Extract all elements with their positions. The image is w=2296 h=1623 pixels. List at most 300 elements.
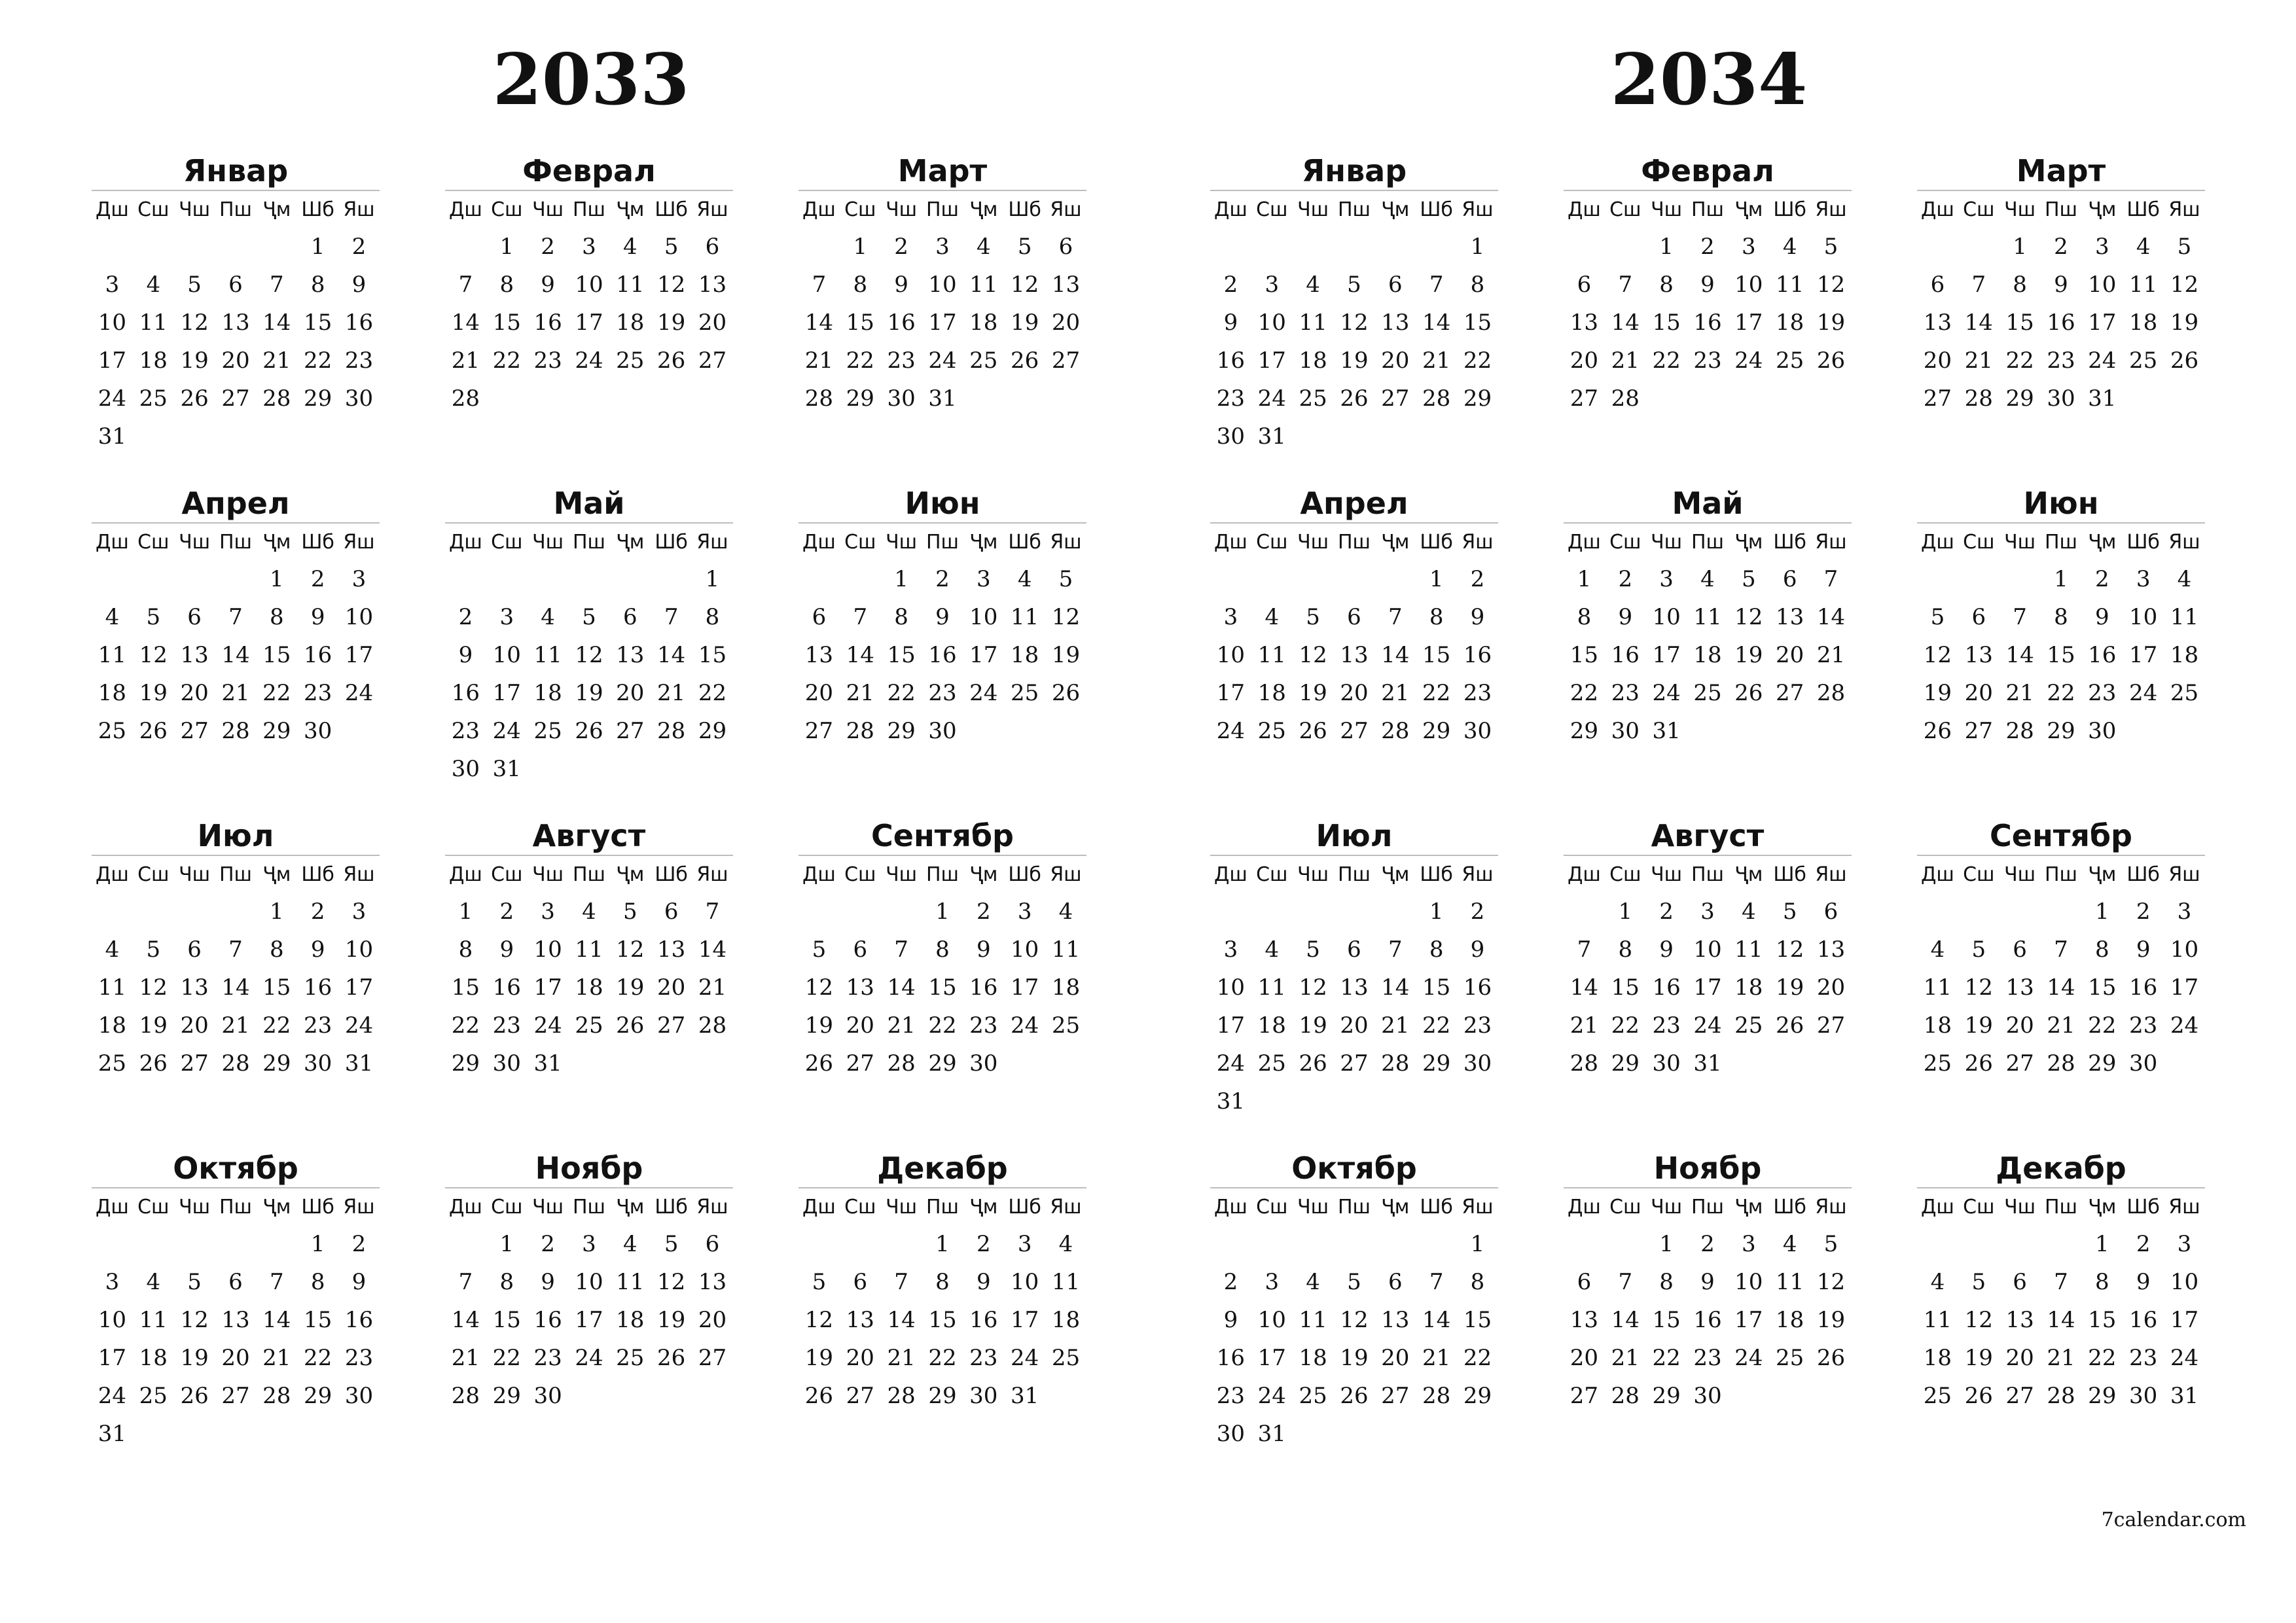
- day-cell: 18: [2129, 310, 2158, 336]
- weekday-label: Шб: [1420, 863, 1453, 886]
- day-cell: 22: [928, 1012, 957, 1039]
- day-cell: 29: [928, 1383, 957, 1409]
- day-cell: 18: [533, 680, 562, 706]
- day-cell: 23: [1693, 1345, 1722, 1371]
- day-cell: 15: [492, 1307, 521, 1333]
- day-cell: 18: [616, 1307, 645, 1333]
- day-cell: 8: [1577, 604, 1592, 630]
- day-cell: 20: [221, 1345, 250, 1371]
- weekday-label: Ҷм: [262, 530, 291, 554]
- day-cell: 22: [2005, 348, 2034, 374]
- day-cell: 29: [887, 718, 916, 744]
- day-cell: 13: [1051, 272, 1081, 298]
- day-cell: 16: [1216, 1345, 1246, 1371]
- weekday-label: Шб: [1773, 530, 1806, 554]
- weekday-label: Пш: [219, 530, 252, 554]
- weekday-header-row: [1210, 855, 1498, 893]
- day-cell: 18: [1299, 348, 1327, 374]
- day-cell: 28: [1611, 385, 1640, 412]
- day-cell: 8: [310, 1269, 325, 1295]
- day-cell: 20: [1923, 348, 1952, 374]
- empty-cell: [1210, 228, 1251, 266]
- day-cell: 2: [2054, 234, 2068, 260]
- day-cell: 19: [616, 974, 645, 1001]
- day-cell: 1: [269, 899, 284, 925]
- empty-cell: [1564, 893, 1605, 931]
- day-cell: 29: [2088, 1050, 2117, 1077]
- month-block: [1917, 1149, 2205, 1415]
- day-cell: 14: [451, 1307, 480, 1333]
- weekday-label: Дш: [1213, 863, 1247, 886]
- day-cell: 2: [351, 1231, 367, 1257]
- day-cell: 25: [616, 348, 645, 374]
- day-cell: 9: [2094, 604, 2109, 630]
- weekday-label: Дш: [448, 863, 482, 886]
- day-cell: 22: [2088, 1345, 2117, 1371]
- day-cell: 6: [2013, 1269, 2027, 1295]
- day-cell: 5: [1823, 1231, 1839, 1257]
- day-cell: 7: [894, 1269, 908, 1295]
- day-cell: 23: [1216, 385, 1246, 412]
- day-cell: 23: [887, 348, 916, 374]
- weekday-label: Ҷм: [262, 1195, 291, 1219]
- day-cell: 12: [616, 936, 645, 963]
- day-cell: 29: [928, 1050, 957, 1077]
- day-cell: 15: [262, 642, 291, 668]
- day-cell: 29: [304, 1383, 332, 1409]
- weekday-label: Ҷм: [2088, 530, 2117, 554]
- day-cell: 19: [1964, 1012, 1993, 1039]
- day-cell: 26: [1816, 1345, 1846, 1371]
- day-cell: 4: [146, 272, 161, 298]
- month-block: [1564, 152, 1852, 418]
- weekday-label: Шб: [655, 198, 688, 221]
- day-cell: 12: [1964, 1307, 1993, 1333]
- day-cell: 30: [969, 1383, 998, 1409]
- day-cell: 26: [657, 1345, 686, 1371]
- day-cell: 12: [1816, 272, 1846, 298]
- empty-cell: [1917, 560, 1958, 598]
- day-cell: 9: [1618, 604, 1633, 630]
- day-cell: 16: [1463, 974, 1492, 1001]
- month-block: [92, 1149, 380, 1453]
- empty-cell: [92, 228, 133, 266]
- day-cell: 6: [1930, 272, 1945, 298]
- day-cell: 6: [1782, 566, 1797, 592]
- day-cell: 24: [1011, 1012, 1039, 1039]
- weekday-label: Чш: [886, 198, 918, 221]
- weekday-label: Ҷм: [1734, 863, 1763, 886]
- day-cell: 13: [2005, 974, 2034, 1001]
- weekday-label: Шб: [1773, 863, 1806, 886]
- day-cell: 19: [1340, 1345, 1369, 1371]
- day-cell: 18: [1734, 974, 1763, 1001]
- day-cell: 11: [2129, 272, 2158, 298]
- day-cell: 15: [451, 974, 480, 1001]
- day-cell: 5: [1782, 899, 1797, 925]
- day-cell: 22: [1652, 348, 1681, 374]
- day-cell: 16: [533, 310, 562, 336]
- day-cell: 21: [1570, 1012, 1599, 1039]
- day-cell: 4: [1930, 1269, 1945, 1295]
- day-cell: 2: [1470, 899, 1485, 925]
- day-cell: 24: [1734, 1345, 1763, 1371]
- day-cell: 20: [1381, 348, 1410, 374]
- weekday-label: Шб: [655, 530, 688, 554]
- day-cell: 28: [2047, 1383, 2075, 1409]
- day-cell: 12: [139, 642, 168, 668]
- day-cell: 21: [1381, 1012, 1410, 1039]
- day-cell: 22: [1422, 1012, 1451, 1039]
- day-cell: 17: [533, 974, 562, 1001]
- day-cell: 12: [1051, 604, 1081, 630]
- day-cell: 3: [2177, 899, 2192, 925]
- day-cell: 21: [1611, 1345, 1640, 1371]
- empty-cell: [256, 1225, 297, 1263]
- weekday-label: Яш: [696, 198, 728, 221]
- day-cell: 6: [1347, 936, 1361, 963]
- day-cell: 6: [705, 234, 720, 260]
- day-cell: 28: [887, 1383, 916, 1409]
- day-cell: 5: [1971, 936, 1986, 963]
- day-cell: 5: [2177, 234, 2192, 260]
- day-cell: 2: [1223, 272, 1238, 298]
- day-cell: 19: [575, 680, 603, 706]
- day-cell: 15: [492, 310, 521, 336]
- day-cell: 29: [2088, 1383, 2117, 1409]
- day-cell: 18: [1299, 1345, 1327, 1371]
- day-cell: 18: [1693, 642, 1722, 668]
- day-cell: 17: [2129, 642, 2158, 668]
- day-cell: 8: [1659, 1269, 1674, 1295]
- day-cell: 29: [1463, 385, 1492, 412]
- day-grid: [798, 560, 1086, 750]
- weekday-header-row: [1210, 522, 1498, 560]
- day-cell: 12: [180, 1307, 209, 1333]
- day-cell: 3: [582, 234, 596, 260]
- day-cell: 25: [1051, 1012, 1081, 1039]
- empty-cell: [1334, 1225, 1375, 1263]
- day-cell: 19: [1776, 974, 1804, 1001]
- empty-cell: [1293, 1225, 1334, 1263]
- day-cell: 13: [846, 974, 874, 1001]
- day-cell: 26: [1011, 348, 1039, 374]
- weekday-label: Сш: [1609, 863, 1641, 886]
- day-cell: 27: [846, 1050, 874, 1077]
- day-cell: 16: [344, 1307, 374, 1333]
- day-cell: 21: [262, 1345, 291, 1371]
- empty-cell: [133, 1225, 174, 1263]
- weekday-label: Яш: [1050, 863, 1082, 886]
- weekday-label: Сш: [1256, 863, 1288, 886]
- day-cell: 1: [458, 899, 473, 925]
- day-cell: 18: [139, 1345, 168, 1371]
- day-cell: 22: [492, 348, 521, 374]
- day-cell: 24: [98, 1383, 127, 1409]
- weekday-header-row: [1917, 190, 2205, 228]
- weekday-header-row: [798, 522, 1086, 560]
- day-cell: 8: [499, 272, 514, 298]
- day-cell: 22: [1570, 680, 1599, 706]
- day-cell: 16: [2088, 642, 2117, 668]
- day-cell: 16: [887, 310, 916, 336]
- month-block: [1210, 484, 1498, 750]
- day-cell: 13: [1776, 604, 1804, 630]
- day-cell: 28: [262, 1383, 291, 1409]
- month-name: Июл: [197, 818, 274, 853]
- day-cell: 23: [969, 1345, 998, 1371]
- day-cell: 20: [180, 680, 209, 706]
- weekday-label: Яш: [2168, 1195, 2200, 1219]
- day-cell: 30: [533, 1383, 562, 1409]
- day-cell: 8: [1429, 936, 1444, 963]
- day-cell: 15: [1611, 974, 1640, 1001]
- empty-cell: [445, 560, 486, 598]
- day-cell: 14: [262, 1307, 291, 1333]
- day-cell: 27: [698, 1345, 727, 1371]
- day-cell: 22: [1463, 1345, 1492, 1371]
- day-cell: 21: [2047, 1345, 2075, 1371]
- weekday-label: Ҷм: [1381, 198, 1410, 221]
- month-block: [445, 1149, 733, 1415]
- day-cell: 1: [1429, 566, 1444, 592]
- day-cell: 24: [575, 1345, 603, 1371]
- day-cell: 20: [1340, 680, 1369, 706]
- day-cell: 10: [492, 642, 521, 668]
- day-cell: 30: [344, 385, 374, 412]
- month-block: [92, 817, 380, 1082]
- weekday-label: Сш: [137, 530, 170, 554]
- day-cell: 21: [1611, 348, 1640, 374]
- day-cell: 21: [804, 348, 834, 374]
- day-cell: 17: [1734, 310, 1763, 336]
- day-cell: 31: [1216, 1088, 1246, 1115]
- day-cell: 10: [2088, 272, 2117, 298]
- month-block: [1210, 817, 1498, 1120]
- weekday-label: Чш: [1651, 530, 1683, 554]
- day-cell: 6: [705, 1231, 720, 1257]
- day-cell: 10: [344, 936, 374, 963]
- day-cell: 20: [2005, 1345, 2034, 1371]
- day-cell: 5: [812, 1269, 827, 1295]
- month-name: Феврал: [522, 153, 656, 188]
- empty-cell: [528, 560, 569, 598]
- day-cell: 19: [2170, 310, 2199, 336]
- day-cell: 7: [1577, 936, 1592, 963]
- empty-cell: [1251, 1225, 1293, 1263]
- day-cell: 25: [1051, 1345, 1081, 1371]
- month-block: [1917, 817, 2205, 1082]
- day-cell: 14: [1816, 604, 1846, 630]
- weekday-label: Пш: [925, 863, 959, 886]
- empty-cell: [1958, 228, 2000, 266]
- day-cell: 22: [262, 1012, 291, 1039]
- month-name: Сентябр: [871, 818, 1014, 853]
- day-cell: 2: [1700, 234, 1715, 260]
- day-cell: 27: [1340, 1050, 1369, 1077]
- day-cell: 17: [2088, 310, 2117, 336]
- day-cell: 13: [1964, 642, 1993, 668]
- day-cell: 17: [98, 1345, 127, 1371]
- day-cell: 1: [1659, 234, 1674, 260]
- day-cell: 13: [804, 642, 834, 668]
- day-cell: 11: [1299, 1307, 1327, 1333]
- day-cell: 24: [533, 1012, 562, 1039]
- weekday-header-row: [1917, 855, 2205, 893]
- day-cell: 2: [1618, 566, 1633, 592]
- day-cell: 29: [1652, 1383, 1681, 1409]
- day-cell: 3: [1265, 272, 1280, 298]
- day-cell: 31: [98, 423, 127, 450]
- day-cell: 9: [310, 936, 325, 963]
- day-cell: 13: [1816, 936, 1846, 963]
- day-cell: 20: [1816, 974, 1846, 1001]
- weekday-label: Пш: [219, 1195, 252, 1219]
- day-cell: 20: [698, 310, 727, 336]
- day-cell: 28: [657, 718, 686, 744]
- day-cell: 25: [139, 1383, 168, 1409]
- weekday-label: Шб: [1420, 530, 1453, 554]
- day-cell: 16: [304, 974, 332, 1001]
- day-cell: 15: [304, 310, 332, 336]
- day-cell: 11: [1051, 1269, 1081, 1295]
- day-cell: 1: [1659, 1231, 1674, 1257]
- day-cell: 24: [2088, 348, 2117, 374]
- weekday-label: Пш: [1337, 1195, 1371, 1219]
- day-cell: 12: [804, 1307, 834, 1333]
- day-cell: 5: [146, 936, 161, 963]
- weekday-label: Шб: [1420, 198, 1453, 221]
- day-cell: 16: [344, 310, 374, 336]
- day-grid: [92, 893, 380, 1082]
- day-cell: 20: [657, 974, 686, 1001]
- day-cell: 19: [1734, 642, 1763, 668]
- day-cell: 25: [1923, 1383, 1952, 1409]
- day-cell: 31: [1693, 1050, 1722, 1077]
- day-cell: 16: [1693, 1307, 1722, 1333]
- empty-cell: [840, 893, 881, 931]
- day-cell: 6: [187, 936, 202, 963]
- day-cell: 27: [2005, 1050, 2034, 1077]
- day-cell: 13: [698, 1269, 727, 1295]
- day-cell: 24: [969, 680, 998, 706]
- empty-cell: [1251, 560, 1293, 598]
- day-cell: 4: [105, 604, 120, 630]
- day-cell: 7: [812, 272, 827, 298]
- weekday-label: Ҷм: [969, 530, 998, 554]
- day-cell: 27: [221, 385, 250, 412]
- day-cell: 8: [1470, 1269, 1485, 1295]
- day-cell: 20: [1964, 680, 1993, 706]
- day-cell: 9: [1470, 936, 1485, 963]
- day-cell: 26: [1299, 718, 1327, 744]
- day-cell: 9: [894, 272, 908, 298]
- day-cell: 21: [1381, 680, 1410, 706]
- day-cell: 16: [928, 642, 957, 668]
- day-cell: 3: [2094, 234, 2109, 260]
- day-grid: [798, 1225, 1086, 1415]
- day-cell: 29: [451, 1050, 480, 1077]
- day-cell: 17: [928, 310, 957, 336]
- day-cell: 8: [458, 936, 473, 963]
- weekday-label: Пш: [1691, 1195, 1724, 1219]
- day-cell: 2: [351, 234, 367, 260]
- day-cell: 11: [1299, 310, 1327, 336]
- month-name: Июл: [1316, 818, 1393, 853]
- day-cell: 20: [804, 680, 834, 706]
- day-cell: 6: [1388, 272, 1403, 298]
- month-block: [445, 484, 733, 788]
- empty-cell: [1374, 893, 1416, 931]
- day-cell: 14: [1422, 310, 1451, 336]
- day-cell: 2: [2136, 899, 2151, 925]
- day-cell: 31: [2088, 385, 2117, 412]
- weekday-label: Чш: [1651, 198, 1683, 221]
- day-cell: 7: [1971, 272, 1986, 298]
- day-grid: [445, 893, 733, 1082]
- weekday-label: Чш: [179, 863, 211, 886]
- day-cell: 4: [1782, 1231, 1797, 1257]
- weekday-label: Пш: [925, 530, 959, 554]
- weekday-label: Пш: [1337, 530, 1371, 554]
- day-cell: 14: [698, 936, 727, 963]
- empty-cell: [840, 1225, 881, 1263]
- weekday-label: Чш: [886, 530, 918, 554]
- weekday-label: Пш: [1691, 863, 1724, 886]
- weekday-header-row: [92, 522, 380, 560]
- empty-cell: [133, 560, 174, 598]
- month-block: [798, 1149, 1086, 1415]
- day-cell: 15: [2047, 642, 2075, 668]
- day-cell: 26: [180, 385, 209, 412]
- empty-cell: [1917, 893, 1958, 931]
- day-cell: 19: [1964, 1345, 1993, 1371]
- weekday-label: Дш: [95, 863, 129, 886]
- day-grid: [445, 1225, 733, 1415]
- empty-cell: [1605, 1225, 1646, 1263]
- day-cell: 13: [221, 1307, 250, 1333]
- day-cell: 9: [935, 604, 950, 630]
- day-cell: 14: [1570, 974, 1599, 1001]
- weekday-header-row: [445, 1187, 733, 1225]
- day-cell: 8: [1618, 936, 1633, 963]
- day-cell: 7: [269, 272, 284, 298]
- day-cell: 29: [304, 385, 332, 412]
- day-cell: 20: [1340, 1012, 1369, 1039]
- day-cell: 9: [976, 936, 991, 963]
- weekday-header-row: [1210, 190, 1498, 228]
- day-cell: 8: [2094, 1269, 2109, 1295]
- day-cell: 6: [812, 604, 827, 630]
- day-cell: 30: [492, 1050, 521, 1077]
- day-cell: 25: [1299, 1383, 1327, 1409]
- weekday-label: Чш: [2004, 198, 2036, 221]
- day-grid: [798, 893, 1086, 1082]
- day-cell: 2: [1700, 1231, 1715, 1257]
- weekday-label: Ҷм: [262, 863, 291, 886]
- day-cell: 27: [1381, 385, 1410, 412]
- weekday-label: Сш: [1609, 1195, 1641, 1219]
- day-cell: 2: [541, 234, 555, 260]
- day-cell: 29: [698, 718, 727, 744]
- day-cell: 25: [98, 1050, 127, 1077]
- weekday-label: Яш: [1815, 198, 1847, 221]
- weekday-label: Шб: [301, 1195, 334, 1219]
- day-cell: 5: [582, 604, 596, 630]
- day-cell: 4: [2136, 234, 2151, 260]
- day-cell: 11: [1011, 604, 1039, 630]
- day-cell: 6: [1823, 899, 1839, 925]
